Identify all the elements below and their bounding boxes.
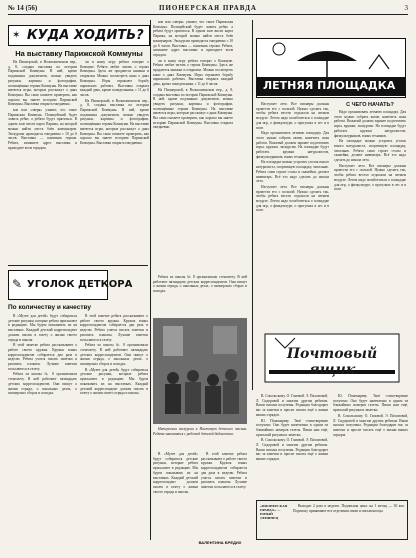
ugolok-column-5: В этой заметке ребята рассказывают о работе своего кружка. Кружок юных корреспондентов собирается два раза в неделю. Ребята учатся писать заметки и рисовать плакаты. Лучшие заметки посылаются в газету.: [201, 452, 247, 489]
subscription-box: [256, 500, 408, 540]
pencil-icon: ✎: [12, 277, 23, 291]
issue-number: № 14 (56): [8, 4, 38, 12]
kuda-banner: [8, 25, 150, 46]
page-header: [8, 3, 408, 15]
kuda-subtitle: На выставку Парижской Коммуны: [15, 49, 143, 58]
ugolok-banner: [8, 270, 133, 300]
author-signature: ВАЛЕНТИНА БРЕДИХ: [198, 540, 242, 545]
ploshchadka-column-1: Наступает лето. Все пионеры должны провести его с пользой. Нужно сделать так, чтобы ребята весело отдыхали на свежем воздухе. Летом надо позаботиться о площадке для игр, о физкультуре, о прогулках в лес и в поле. Надо организовать летнюю площадку. Для этого нужно собрать актив, наметить план работы. Вожатый должен заранее подготовить игры, кружки, экскурсии. На площадке будут работать кружки натуралистов, физкультурников, юных техников. На площадке можно устроить уголок юного натуралиста, спортивную площадку, читальню. Ребята сами строят столы и скамейки, делают инвентарь. Всё это надо сделать до начала лета. Наступает лето. Все пионеры должны провести его с пользой. Нужно сделать так, чтобы ребята весело отдыхали на свежем воздухе. Летом надо позаботиться о площадке для игр, о физкультуре, о прогулках в лес и в поле.: [256, 102, 329, 213]
ploshchadka-subtitle: С ЧЕГО НАЧАТЬ?: [346, 102, 394, 108]
crowd-photo-icon: [153, 318, 247, 424]
yashchik-banner: [252, 330, 409, 390]
newspaper-title: ПИОНЕРСКАЯ ПРАВДА: [159, 4, 257, 12]
ploshchadka-title-bar: [257, 77, 405, 96]
column-rule: [150, 20, 151, 540]
divider-rule: [8, 265, 148, 266]
ugolok-column-2: В этой заметке ребята рассказывают о работе своего кружка. Кружок юных корреспондентов собирается два раза в неделю. Ребята учатся писать заметки и рисовать плакаты. Лучшие заметки посылаются в газету. Ребята из школы № 8 организовали стенгазету. В ней работают пятнадцать детских корреспондентов. Они пишут о жизни отряда, о школьных делах, о пионерских сборах и походах. В «Музее для детей» будут собираться детские рисунки, которые ребята присылают в редакцию. Мы будем показывать их на выставках. Каждый детский корреспондент должен писать в газету о жизни своего отряда и школы.: [80, 314, 148, 396]
ugolok-column-1: В «Музее для детей» будут собираться детские рисунки, которые ребята присылают в редакцию. Мы будем показывать их на выставках. Каждый детский корреспондент должен писать в газету о жизни своего отряда и школы. В этой заметке ребята рассказывают о работе своего кружка. Кружок юных корреспондентов собирается два раза в неделю. Ребята учатся писать заметки и рисовать плакаты. Лучшие заметки посылаются в газету. Ребята из школы № 8 организовали стенгазету. В ней работают пятнадцать детских корреспондентов. Они пишут о жизни отряда, о школьных делах, о пионерских сборах и походах.: [8, 314, 77, 396]
column-rule: [252, 20, 253, 330]
ugolok-subtitle: По количеству и качеству: [8, 304, 91, 311]
excursion-photo: [153, 318, 247, 424]
kuda-column-3b: [236, 20, 253, 60]
ugolok-column-4: В «Музее для детей» будут собираться детские рисунки, которые ребята присылают в редакцию. Мы будем показывать их на выставках. Каждый детский корреспондент должен писать в газету о жизни своего отряда и школы.: [153, 452, 198, 494]
yashchik-column-2: Ю. Пономареву. Твоё стихотворение получено. Оно будет напечатано в одном из ближайших номеров газеты. Пиши нам ещё, присылай рисунки и заметки. В. Сокольскому. О. Гамовой. Э. Пахомовой, Л. Сидоровой и многим другим ребятам. Ваши письма получены. Редакция благодарит вас за заметки и просит писать ещё о жизни ваших отрядов.: [333, 394, 408, 437]
ploshchadka-banner: [256, 38, 406, 98]
kuda-column-3: ков или «зверя» узнают, что такое Парижская Коммуна. Полицейский будет ловить ребят, а ребята будут прятаться. В одном зале висит карта Парижа, на которой можно найти места боёв коммунаров. Экскурсии проводятся ежедневно с 10 до 6 часов. Выставка — памятник героям. Ребята, запишите адрес выставки и приходите всем отрядом. ли в нашу игру ребята говорят о Коммуне. Ребята любят читать о героях Коммуны. Здесь же продаются книжки и открытки. Можно посмотреть кино о днях Коммуны. Игры отражают борьбу парижских рабочих. Выставка открыта каждый день, кроме понедельника, с 11 до 6 часов. На Пионерской, в Вольпашенском пер., д. 8, создана выставка по истории Парижской Коммуны. В ней, кроме подлинных документов, можно увидеть рисунки, картины и фотографии, посвящённые героям Коммуны. На выставке имеются игры, которые расскажут о днях Коммуны. Вы сами сможете проверить, как хорошо вы знаете историю Парижской Коммуны. Выставка открыта ежедневно.: [153, 20, 233, 130]
ugolok-column-3: Ребята из школы № 8 организовали стенгазету. В ней работают пятнадцать детских корреспондентов. Они пишут о жизни отряда, о школьных делах, о пионерских сборах и походах.: [153, 275, 247, 294]
photo-caption: Интересная экскурсия в Институт детского чтения. Ребята знакомятся с работой детской библиотеки.: [153, 427, 247, 436]
walking-figure-icon: ✶: [12, 30, 21, 41]
kuda-column-1: На Пионерской, в Вольпашенском пер., д. 8, создана выставка по истории Парижской Коммуны. В ней, кроме подлинных документов, можно увидеть рисунки, картины и фотографии, посвящённые героям Коммуны. На выставке имеются игры, которые расскажут о днях Коммуны. Вы сами сможете проверить, как хорошо вы знаете историю Парижской Коммуны. Выставка открыта ежедневно. ков или «зверя» узнают, что такое Парижская Коммуна. Полицейский будет ловить ребят, а ребята будут прятаться. В одном зале висит карта Парижа, на которой можно найти места боёв коммунаров. Экскурсии проводятся ежедневно с 10 до 6 часов. Выставка — памятник героям. Ребята, запишите адрес выставки и приходите всем отрядом.: [8, 60, 77, 150]
page-number: 3: [404, 4, 408, 12]
ploshchadka-column-2: Надо организовать летнюю площадку. Для этого нужно собрать актив, наметить план работы. Вожатый должен заранее подготовить игры, кружки, экскурсии. На площадке будут работать кружки натуралистов, физкультурников, юных техников. На площадке можно устроить уголок юного натуралиста, спортивную площадку, читальню. Ребята сами строят столы и скамейки, делают инвентарь. Всё это надо сделать до начала лета. Наступает лето. Все пионеры должны провести его с пользой. Нужно сделать так, чтобы ребята весело отдыхали на свежем воздухе. Летом надо позаботиться о площадке для игр, о физкультуре, о прогулках в лес и в поле.: [334, 110, 406, 192]
ploshchadka-title: ЛЕТНЯЯ ПЛОЩАДКА: [263, 79, 396, 92]
kuda-column-2: ли в нашу игру ребята говорят о Коммуне. Ребята любят читать о героях Коммуны. Здесь же продаются книжки и открытки. Можно посмотреть кино о днях Коммуны. Игры отражают борьбу парижских рабочих. Выставка открыта каждый день, кроме понедельника, с 11 до 6 часов. На Пионерской, в Вольпашенском пер., д. 8, создана выставка по истории Парижской Коммуны. В ней, кроме подлинных документов, можно увидеть рисунки, картины и фотографии, посвящённые героям Коммуны. На выставке имеются игры, которые расскажут о днях Коммуны. Вы сами сможете проверить, как хорошо вы знаете историю Парижской Коммуны. Выставка открыта ежедневно.: [80, 60, 149, 145]
yashchik-column-1: В. Сокольскому. О. Гамовой. Э. Пахомовой, Л. Сидоровой и многим другим ребятам. Ваши письма получены. Редакция благодарит вас за заметки и просит писать ещё о жизни ваших отрядов. Ю. Пономареву. Твоё стихотворение получено. Оно будет напечатано в одном из ближайших номеров газеты. Пиши нам ещё, присылай рисунки и заметки. В. Сокольскому. О. Гамовой. Э. Пахомовой, Л. Сидоровой и многим другим ребятам. Ваши письма получены. Редакция благодарит вас за заметки и просит писать ещё о жизни ваших отрядов.: [256, 394, 328, 462]
subscription-box-text: Выходит 2 раза в неделю. Подписная цена: на 1 месяц — 30 коп. Подписку принимают все отделения связи и письмоносцы.: [293, 504, 405, 513]
ugolok-title: УГОЛОК ДЕТКОРА: [27, 279, 133, 290]
yashchik-title: Почтовый ящик: [286, 346, 378, 378]
kuda-title: КУДА ХОДИТЬ?: [27, 28, 144, 43]
subscription-box-title: «ПИОНЕРСКАЯ ПРАВДА» — ЮНЫЙ ЛЕНИНЕЦ: [260, 504, 288, 520]
